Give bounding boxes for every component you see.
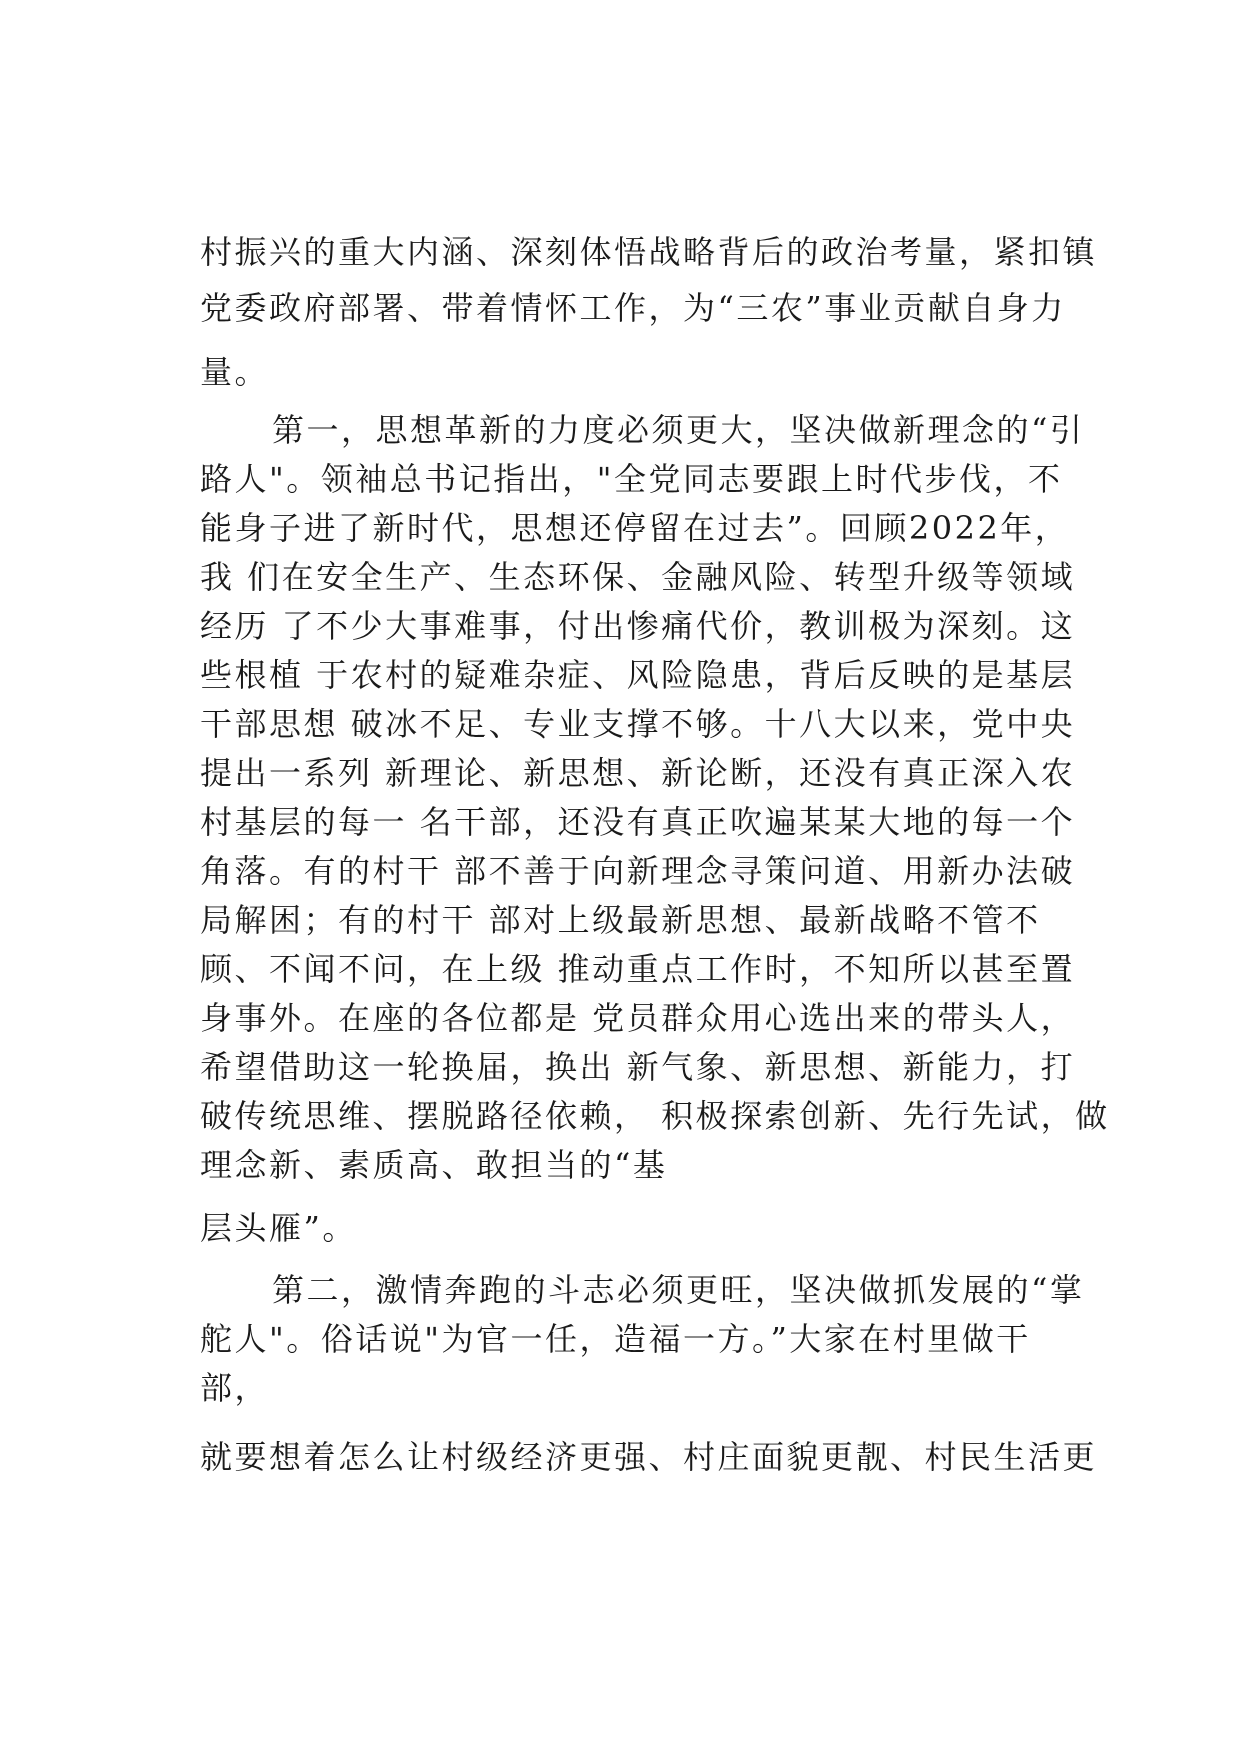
text-line: 能身子进了新时代，思想还停留在过去”。回顾2022年， xyxy=(200,509,1070,547)
text-line: 党委政府部署、带着情怀工作，为“三农”事业贡献自身力 xyxy=(200,289,1066,327)
paragraph-first-line: 第一，思想革新的力度必须更大，坚决做新理念的“引 xyxy=(272,411,1085,449)
text-line: 些根植 于农村的疑难杂症、风险隐患，背后反映的是基层 xyxy=(200,656,1076,694)
text-line: 层头雁”。 xyxy=(200,1209,357,1247)
text-line: 舵人"。俗话说"为官一任，造福一方。”大家在村里做干 xyxy=(200,1320,1031,1358)
text-line: 提出一系列 新理论、新思想、新论断，还没有真正深入农 xyxy=(200,754,1076,792)
text-line: 就要想着怎么让村级经济更强、村庄面貌更靓、村民生活更 xyxy=(200,1438,1098,1476)
text-line: 顾、不闻不问，在上级 推动重点工作时，不知所以甚至置 xyxy=(200,950,1076,988)
text-line: 破传统思维、摆脱路径依赖， 积极探索创新、先行先试，做 xyxy=(200,1097,1110,1135)
text-line: 希望借助这一轮换届，换出 新气象、新思想、新能力，打 xyxy=(200,1048,1076,1086)
text-line: 经历 了不少大事难事，付出惨痛代价，教训极为深刻。这 xyxy=(200,607,1076,645)
text-line: 我 们在安全生产、生态环保、金融风险、转型升级等领域 xyxy=(200,558,1076,596)
text-line: 部， xyxy=(200,1369,270,1407)
text-line: 村基层的每一 名干部，还没有真正吹遍某某大地的每一个 xyxy=(200,803,1076,841)
text-line: 理念新、素质高、敢担当的“基 xyxy=(200,1146,668,1184)
text-line: 局解困；有的村干 部对上级最新思想、最新战略不管不 xyxy=(200,901,1041,939)
text-line: 干部思想 破冰不足、专业支撑不够。十八大以来，党中央 xyxy=(200,705,1076,743)
text-line: 村振兴的重大内涵、深刻体悟战略背后的政治考量，紧扣镇 xyxy=(200,233,1098,271)
paragraph-first-line: 第二，激情奔跑的斗志必须更旺，坚决做抓发展的“掌 xyxy=(272,1271,1085,1309)
text-line: 量。 xyxy=(200,353,270,391)
text-line: 路人"。领袖总书记指出，"全党同志要跟上时代步伐，不 xyxy=(200,460,1063,498)
text-line: 身事外。在座的各位都是 党员群众用心选出来的带头人， xyxy=(200,999,1076,1037)
text-line: 角落。有的村干 部不善于向新理念寻策问道、用新办法破 xyxy=(200,852,1076,890)
